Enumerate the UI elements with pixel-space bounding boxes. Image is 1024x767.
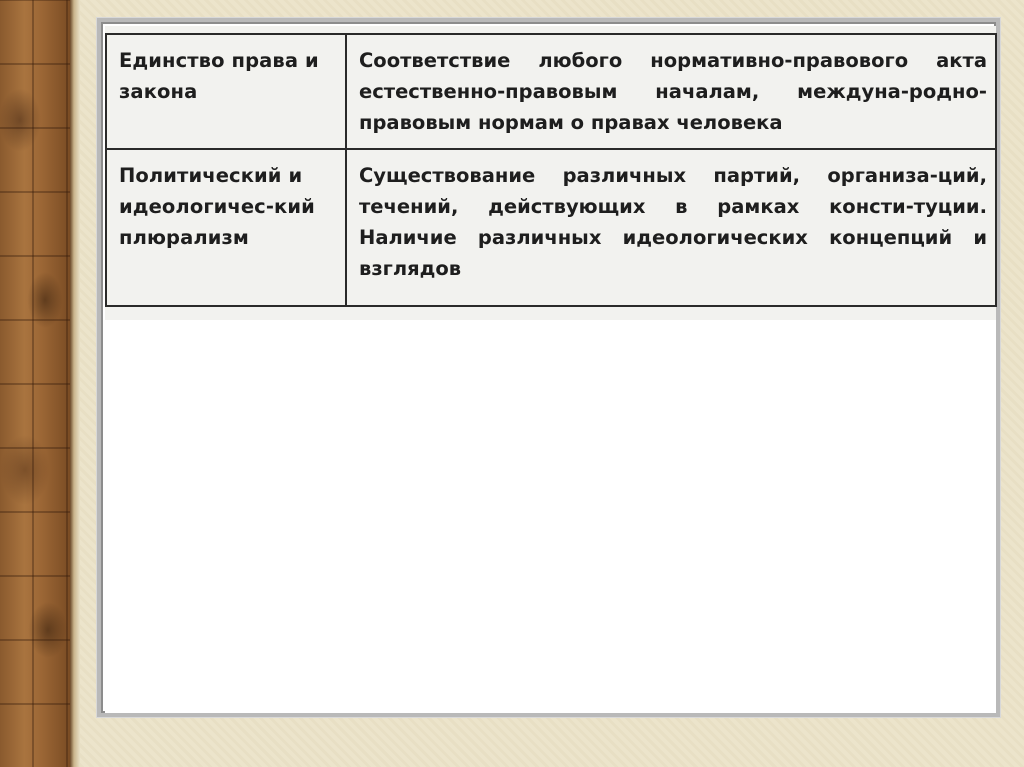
definition-cell: Соответствие любого нормативно-правового акта естественно-правовым началам, междуна-родно-правовым нормам о правах человека <box>346 34 996 149</box>
slide-frame <box>97 18 1000 717</box>
empty-slide-area <box>105 320 996 713</box>
term-cell: Политический и идеологичес-кий плюрализм <box>106 149 346 306</box>
table-row <box>106 149 996 306</box>
scanned-table-area <box>105 26 996 320</box>
table-row <box>106 34 996 149</box>
definition-cell: Существование различных партий, организа-ций, течений, действующих в рамках консти-туции. Наличие различных идеологических концепций и взглядов <box>346 149 996 306</box>
decorative-side-strip <box>0 0 70 767</box>
terms-table <box>105 33 997 307</box>
term-cell: Единство права и закона <box>106 34 346 149</box>
side-strip-edge <box>70 0 80 767</box>
